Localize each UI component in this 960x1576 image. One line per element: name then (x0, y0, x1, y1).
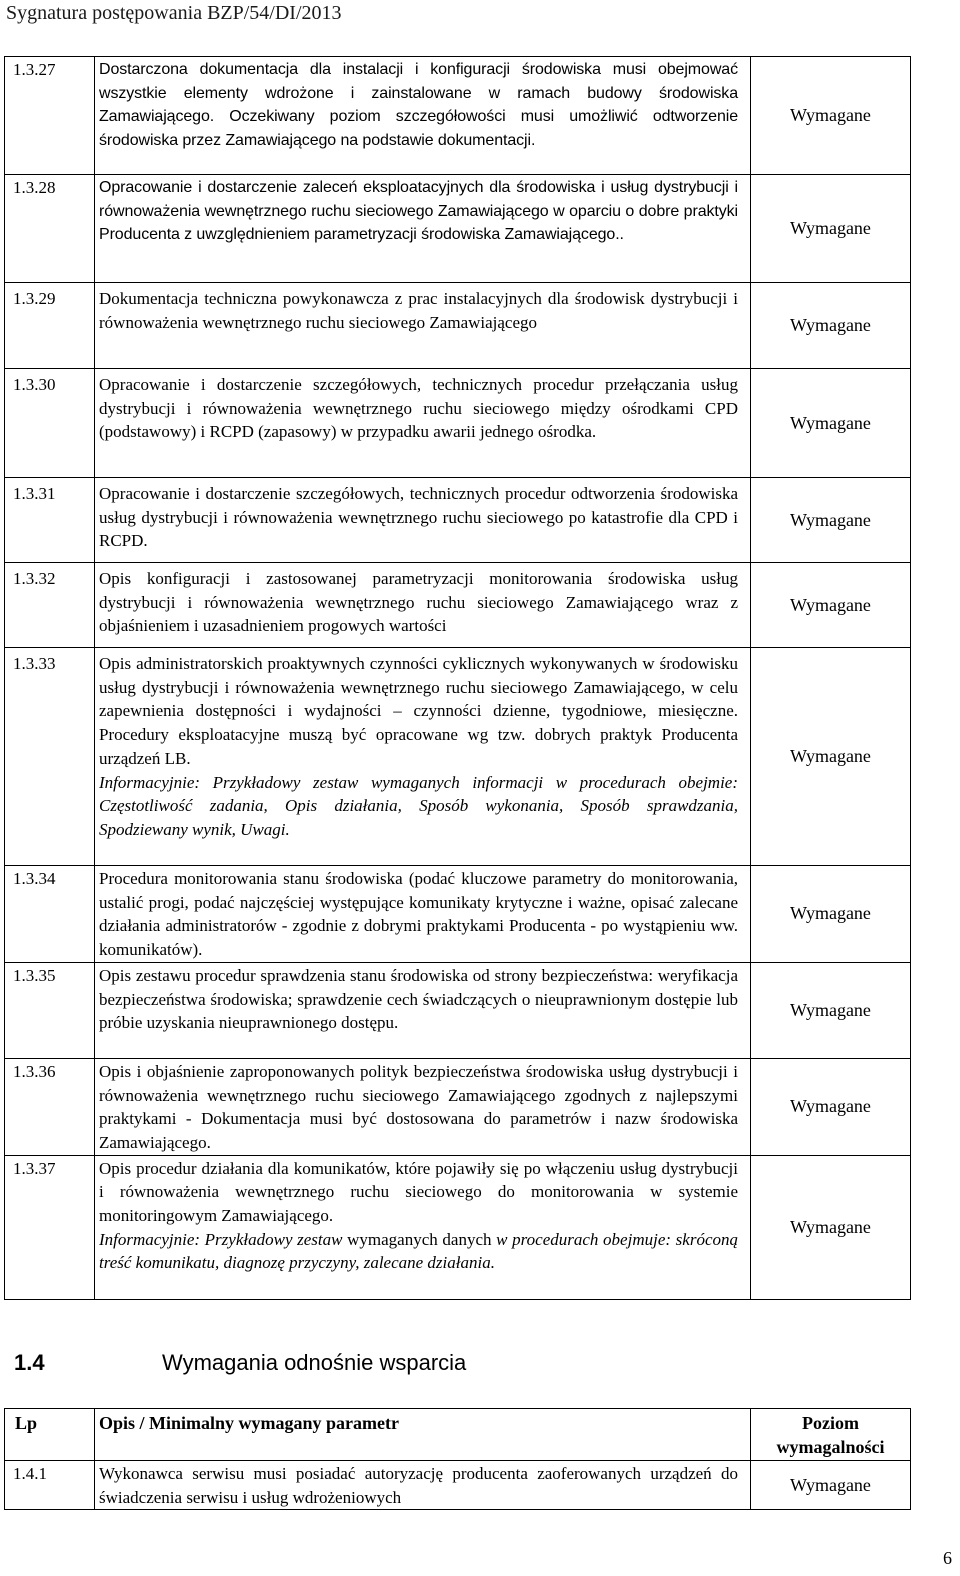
requirement-text: Opis administratorskich proaktywnych czynności cyklicznych wykonywanych w środowisku usług dystrybucji i równoważenia wewnętrznego ruchu sieciowego Zamawiającego, w celu zapewnienia dostępności i wydajności – czynności dzienne, tygodniowe, miesięczne. Procedury eksploatacyjne muszą być opracowane wg tzw. dobrych praktyk Producenta urządzeń LB. (99, 654, 738, 768)
requirement-id: 1.4.1 (5, 1461, 95, 1510)
requirement-id: 1.3.35 (5, 962, 95, 1058)
table-row (5, 1155, 911, 1299)
requirement-level: Wymagane (751, 283, 911, 369)
requirement-description (95, 1155, 751, 1299)
table-row (5, 478, 911, 563)
requirement-id: 1.3.29 (5, 283, 95, 369)
requirement-level: Wymagane (751, 962, 911, 1058)
requirement-description: Opracowanie i dostarczenie szczegółowych, technicznych procedur odtworzenia środowiska usług dystrybucji i równoważenia wewnętrznego ruchu sieciowego po katastrofie dla CPD i RCPD. (95, 478, 751, 563)
requirement-text: Opis procedur działania dla komunikatów, które pojawiły się po włączeniu usług dystrybucji i równoważenia wewnętrznego ruchu sieciowego do monitorowania w systemie monitoringowym Zamawiającego. (99, 1158, 738, 1226)
requirement-description: Opis i objaśnienie zaproponowanych polityk bezpieczeństwa środowiska usług dystrybucji i równoważenia wewnętrznego ruchu sieciowego Zamawiającego zgodnych z najlepszymi praktykami - Dokumentacja musi być dostosowana do parametrów i nazw środowiska Zamawiającego. (95, 1058, 751, 1155)
requirement-level: Wymagane (751, 648, 911, 866)
requirement-id: 1.3.31 (5, 478, 95, 563)
support-table (4, 1408, 911, 1510)
requirement-level: Wymagane (751, 175, 911, 283)
requirement-id: 1.3.30 (5, 369, 95, 478)
column-header-poziom: Poziom wymagalności (751, 1409, 911, 1461)
requirement-level: Wymagane (751, 866, 911, 963)
table-row (5, 1461, 911, 1510)
requirement-id: 1.3.34 (5, 866, 95, 963)
requirement-level: Wymagane (751, 1155, 911, 1299)
table-row (5, 563, 911, 648)
document-signature-header: Sygnatura postępowania BZP/54/DI/2013 (6, 2, 342, 24)
requirement-id: 1.3.27 (5, 57, 95, 175)
requirement-description: Wykonawca serwisu musi posiadać autoryzację producenta zaoferowanych urządzeń do świadczenia serwisu i usług wdrożeniowych (95, 1461, 751, 1510)
requirement-level: Wymagane (751, 563, 911, 648)
table-row (5, 283, 911, 369)
requirement-description: Opracowanie i dostarczenie zaleceń eksploatacyjnych dla środowiska i usług dystrybucji i równoważenia wewnętrznego ruchu sieciowego Zamawiającego w oparciu o dobre praktyki Producenta z uwzględnieniem parametryzacji środowiska Zamawiającego.. (95, 175, 751, 283)
section-number: 1.4 (14, 1350, 45, 1375)
requirement-description: Opis zestawu procedur sprawdzenia stanu środowiska od strony bezpieczeństwa: weryfikacja bezpieczeństwa środowiska; sprawdzenie cech świadczących o nieuprawnionym dostępie lub próbie uzyskania nieuprawnionego dostępu. (95, 962, 751, 1058)
column-header-opis: Opis / Minimalny wymagany parametr (95, 1409, 751, 1461)
section-title: Wymagania odnośnie wsparcia (162, 1350, 467, 1375)
requirement-note: Informacyjnie: Przykładowy zestaw wymaganych danych w procedurach obejmuje: skróconą treść komunikatu, diagnozę przyczyny, zalecane działania. (99, 1229, 738, 1273)
requirements-table (4, 56, 911, 1300)
requirement-description: Opracowanie i dostarczenie szczegółowych, technicznych procedur przełączania usług dystrybucji i równoważenia wewnętrznego ruchu sieciowego między ośrodkami CPD (podstawowy) i RCPD (zapasowy) w przypadku awarii jednego ośrodka. (95, 369, 751, 478)
requirement-note: Informacyjnie: Przykładowy zestaw wymaganych informacji w procedurach obejmie: Częstotliwość zadania, Opis działania, Sposób wykonania, Sposób sprawdzania, Spodziewany wynik, Uwagi. (99, 772, 738, 839)
table-header-row (5, 1409, 911, 1461)
page-number: 6 (943, 1548, 952, 1568)
requirement-level: Wymagane (751, 369, 911, 478)
requirement-level: Wymagane (751, 478, 911, 563)
requirement-level: Wymagane (751, 1058, 911, 1155)
requirement-description: Dostarczona dokumentacja dla instalacji i konfiguracji środowiska musi obejmować wszystkie elementy wdrożone i zainstalowane w ramach budowy środowiska Zamawiającego. Oczekiwany poziom szczegółowości musi umożliwić odtworzenie środowiska przez Zamawiającego na podstawie dokumentacji. (95, 57, 751, 175)
requirement-description (95, 648, 751, 866)
requirement-description: Procedura monitorowania stanu środowiska (podać kluczowe parametry do monitorowania, ustalić progi, podać najczęściej występujące komunikaty krytyczne i ważne, opisać zalecane działania administratorów - zgodnie z dobrymi praktykami Producenta - po wystąpieniu ww. komunikatów). (95, 866, 751, 963)
requirement-level: Wymagane (751, 1461, 911, 1510)
requirement-id: 1.3.28 (5, 175, 95, 283)
requirement-description: Opis konfiguracji i zastosowanej parametryzacji monitorowania środowiska usług dystrybucji i równoważenia wewnętrznego ruchu sieciowego Zamawiającego wraz z objaśnieniem i uzasadnieniem progowych wartości (95, 563, 751, 648)
table-row (5, 57, 911, 175)
table-row (5, 648, 911, 866)
table-row (5, 1058, 911, 1155)
table-row (5, 369, 911, 478)
requirement-level: Wymagane (751, 57, 911, 175)
table-row (5, 866, 911, 963)
column-header-lp: Lp (5, 1409, 95, 1461)
requirement-description: Dokumentacja techniczna powykonawcza z prac instalacyjnych dla środowisk dystrybucji i równoważenia wewnętrznego ruchu sieciowego Zamawiającego (95, 283, 751, 369)
requirement-id: 1.3.36 (5, 1058, 95, 1155)
requirement-id: 1.3.37 (5, 1155, 95, 1299)
table-row (5, 175, 911, 283)
requirement-id: 1.3.33 (5, 648, 95, 866)
table-row (5, 962, 911, 1058)
requirement-id: 1.3.32 (5, 563, 95, 648)
